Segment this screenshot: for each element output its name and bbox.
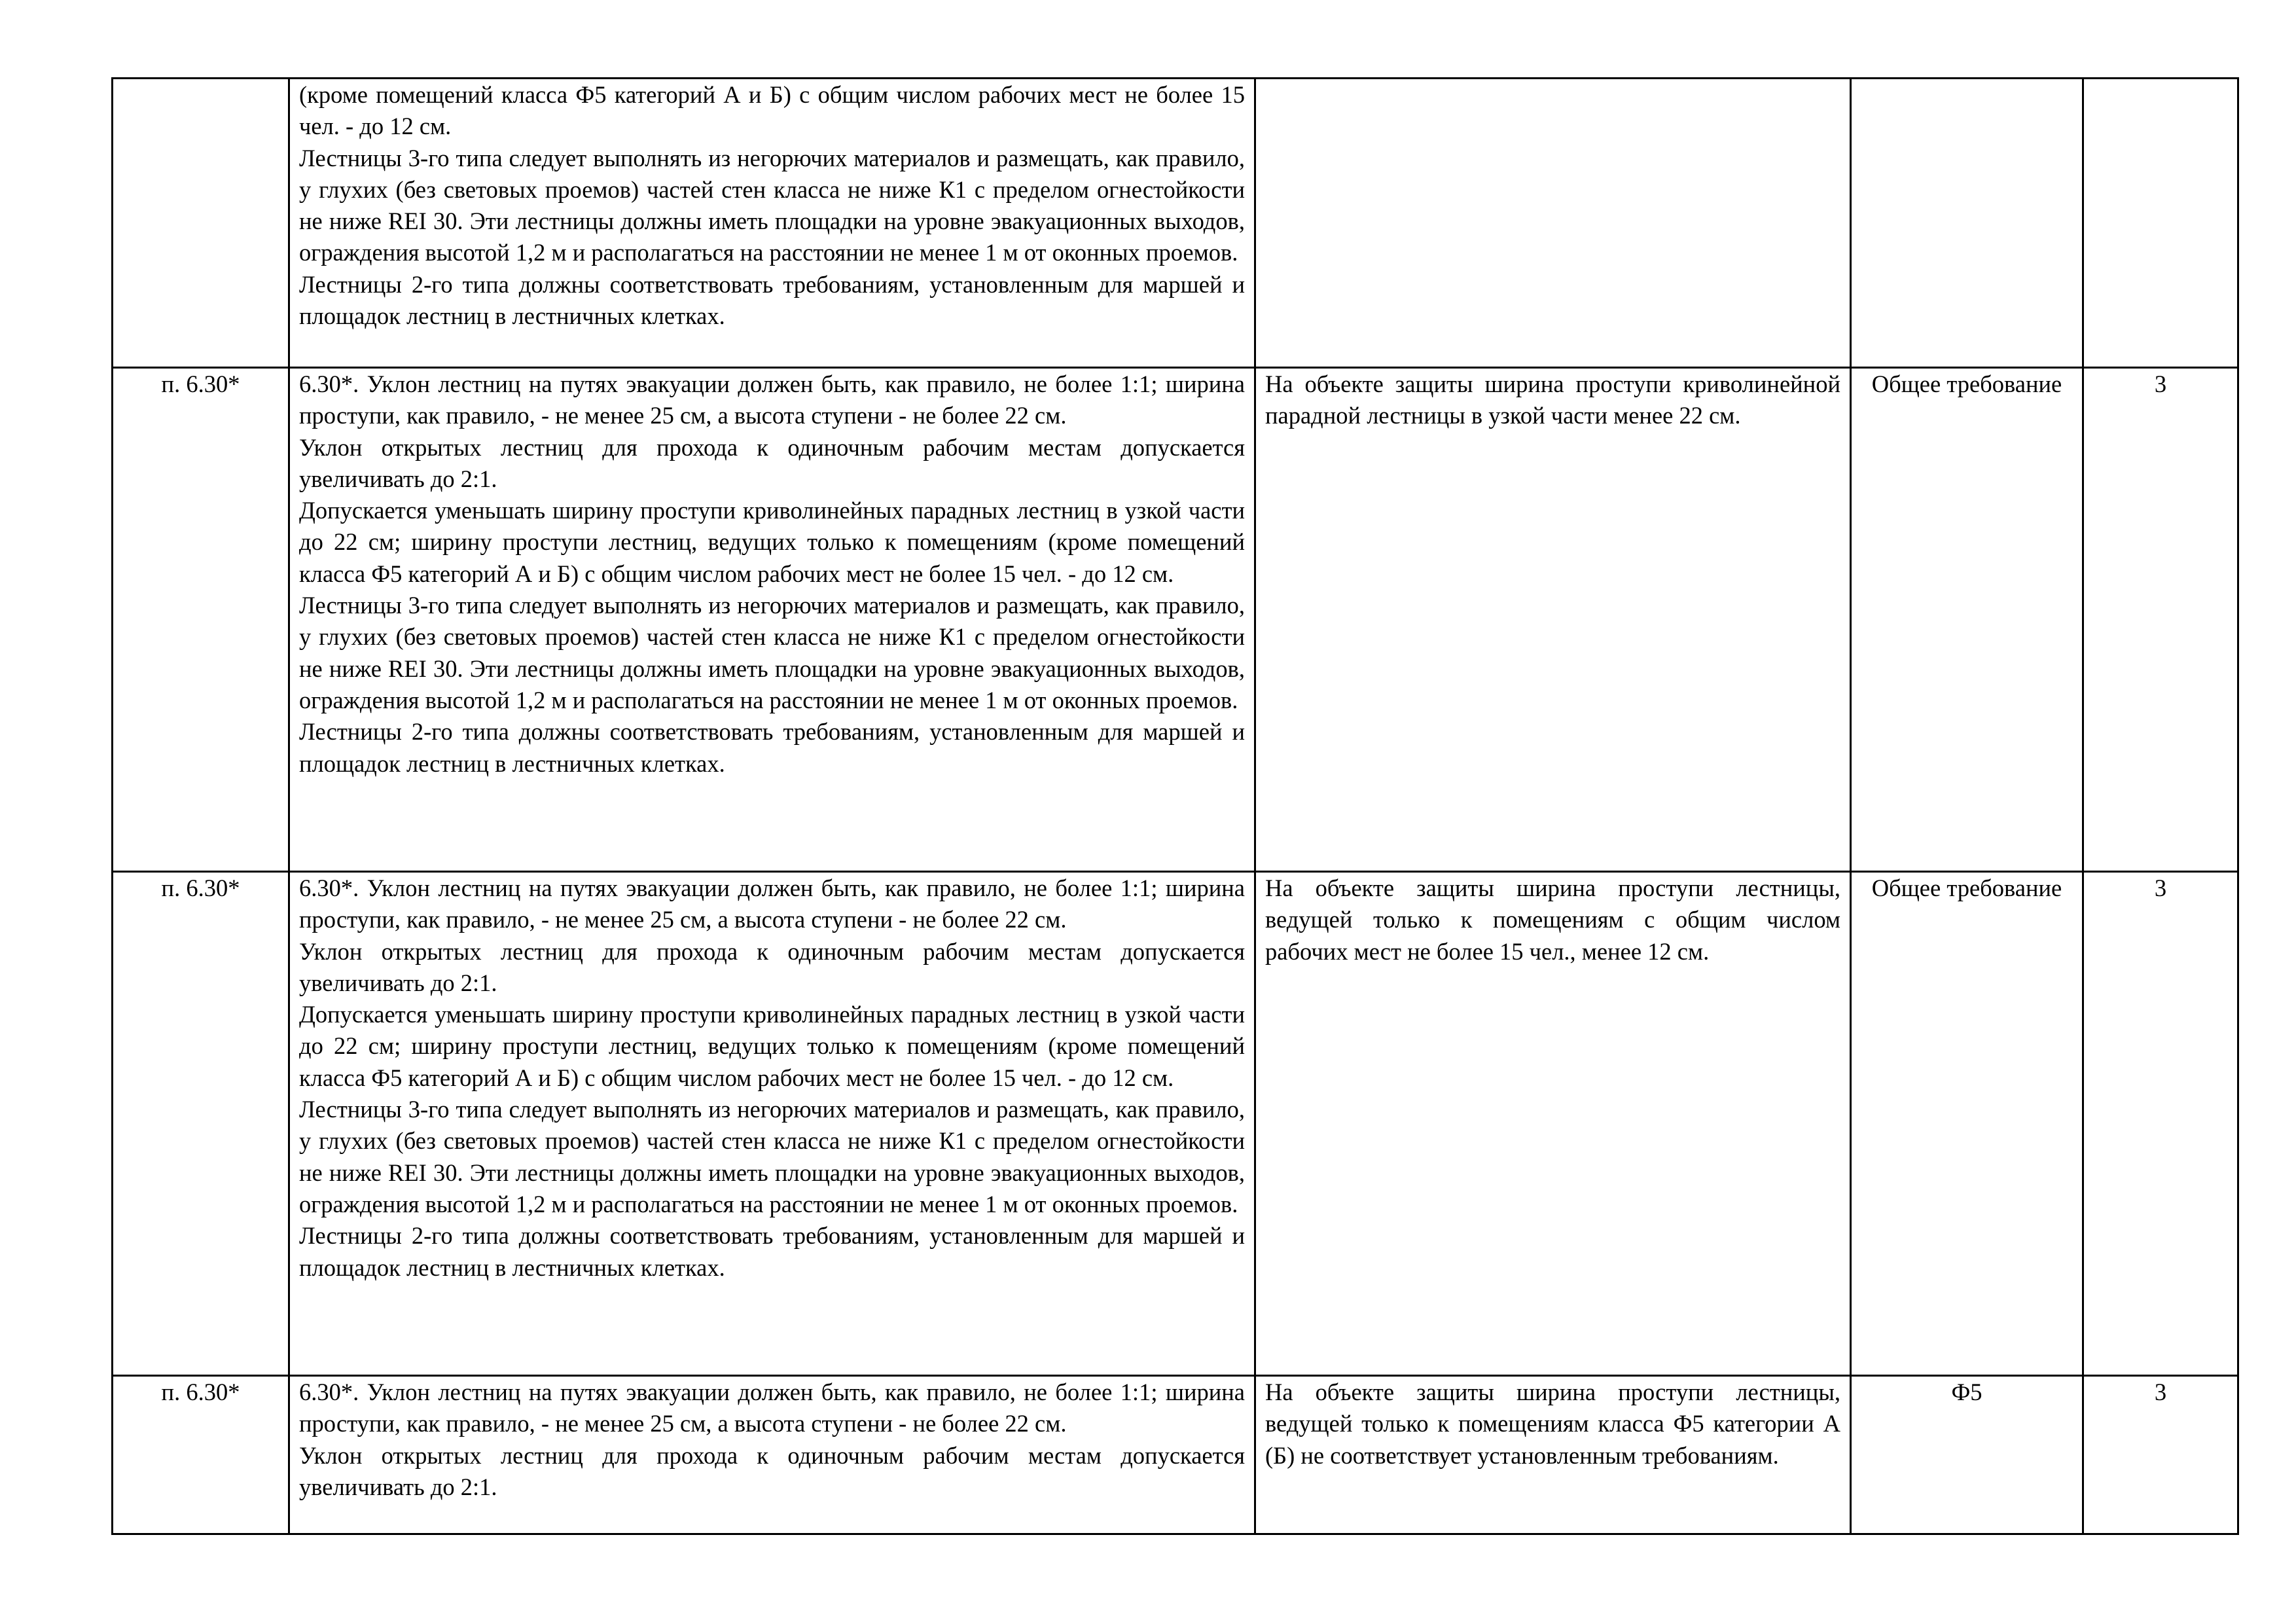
requirement-paragraph: Уклон открытых лестниц для прохода к одиночным рабочим местам допускается увеличивать до 2:1.	[299, 1441, 1245, 1500]
requirement-paragraph: 6.30*. Уклон лестниц на путях эвакуации должен быть, как правило, не более 1:1; ширина проступи, как правило, - не менее 25 см, а высота ступени - не более 22 см.	[299, 370, 1245, 429]
violation-description-cell	[1255, 1376, 1851, 1534]
applicability-cell: Общее требование	[1851, 368, 2083, 872]
article-number-cell: 3	[2083, 368, 2238, 872]
requirement-text-cell	[289, 872, 1255, 1376]
requirement-paragraph: Лестницы 3-го типа следует выполнять из негорючих материалов и размещать, как правило, у глухих (без световых проемов) частей стен класса не ниже К1 с пределом огнестойкости не ниже REI 30. Эти лестницы должны иметь площадки на уровне эвакуационных выходов, ограждения высотой 1,2 м и располагаться на расстоянии не менее 1 м от оконных проемов.	[299, 1096, 1245, 1218]
violation-description-cell	[1255, 79, 1851, 368]
requirement-text-cell	[289, 1376, 1255, 1534]
violation-description-cell	[1255, 368, 1851, 872]
requirement-paragraph: 6.30*. Уклон лестниц на путях эвакуации должен быть, как правило, не более 1:1; ширина проступи, как правило, - не менее 25 см, а высота ступени - не более 22 см.	[299, 1379, 1245, 1437]
requirement-paragraph: Лестницы 2-го типа должны соответствовать требованиям, установленным для маршей и площадок лестниц в лестничных клетках.	[299, 1222, 1245, 1281]
requirement-paragraph: 6.30*. Уклон лестниц на путях эвакуации должен быть, как правило, не более 1:1; ширина проступи, как правило, - не менее 25 см, а высота ступени - не более 22 см.	[299, 875, 1245, 933]
article-number-cell: 3	[2083, 1376, 2238, 1534]
applicability-cell	[1851, 79, 2083, 368]
article-number-cell	[2083, 79, 2238, 368]
applicability-cell: Общее требование	[1851, 872, 2083, 1376]
table-row	[113, 872, 2238, 1376]
requirement-paragraph: Уклон открытых лестниц для прохода к одиночным рабочим местам допускается увеличивать до 2:1.	[299, 937, 1245, 996]
clause-reference-cell: п. 6.30*	[113, 368, 289, 872]
requirement-text-cell	[289, 368, 1255, 872]
requirement-paragraph: Лестницы 3-го типа следует выполнять из негорючих материалов и размещать, как правило, у глухих (без световых проемов) частей стен класса не ниже К1 с пределом огнестойкости не ниже REI 30. Эти лестницы должны иметь площадки на уровне эвакуационных выходов, ограждения высотой 1,2 м и располагаться на расстоянии не менее 1 м от оконных проемов.	[299, 592, 1245, 713]
requirement-paragraph: Допускается уменьшать ширину проступи криволинейных парадных лестниц в узкой части до 22 см; ширину проступи лестниц, ведущих только к помещениям (кроме помещений класса Ф5 категорий А и Б) с общим числом рабочих мест не более 15 чел. - до 12 см.	[299, 1001, 1245, 1091]
requirement-paragraph: Лестницы 2-го типа должны соответствовать требованиям, установленным для маршей и площадок лестниц в лестничных клетках.	[299, 718, 1245, 777]
table-row	[113, 368, 2238, 872]
clause-reference-cell	[113, 79, 289, 368]
violation-text: На объекте защиты ширина проступи лестницы, ведущей только к помещениям класса Ф5 категории А (Б) не соответствует установленным требованиям.	[1265, 1379, 1840, 1469]
article-number-cell: 3	[2083, 872, 2238, 1376]
requirement-paragraph: Уклон открытых лестниц для прохода к одиночным рабочим местам допускается увеличивать до 2:1.	[299, 433, 1245, 492]
clause-reference-cell: п. 6.30*	[113, 872, 289, 1376]
violation-description-cell	[1255, 872, 1851, 1376]
requirement-paragraph: Допускается уменьшать ширину проступи криволинейных парадных лестниц в узкой части до 22 см; ширину проступи лестниц, ведущих только к помещениям (кроме помещений класса Ф5 категорий А и Б) с общим числом рабочих мест не более 15 чел. - до 12 см.	[299, 497, 1245, 587]
violation-text: На объекте защиты ширина проступи криволинейной парадной лестницы в узкой части менее 22 см.	[1265, 370, 1840, 429]
requirement-paragraph: Лестницы 3-го типа следует выполнять из негорючих материалов и размещать, как правило, у глухих (без световых проемов) частей стен класса не ниже К1 с пределом огнестойкости не ниже REI 30. Эти лестницы должны иметь площадки на уровне эвакуационных выходов, ограждения высотой 1,2 м и располагаться на расстоянии не менее 1 м от оконных проемов.	[299, 144, 1245, 266]
table-row	[113, 1376, 2238, 1534]
requirements-table	[111, 77, 2239, 1535]
table-row	[113, 79, 2238, 368]
requirement-text-cell	[289, 79, 1255, 368]
clause-reference-cell: п. 6.30*	[113, 1376, 289, 1534]
applicability-cell: Ф5	[1851, 1376, 2083, 1534]
requirement-paragraph: (кроме помещений класса Ф5 категорий А и Б) с общим числом рабочих мест не более 15 чел. - до 12 см.	[299, 81, 1245, 140]
violation-text: На объекте защиты ширина проступи лестницы, ведущей только к помещениям с общим числом рабочих мест не более 15 чел., менее 12 см.	[1265, 875, 1840, 965]
requirement-paragraph: Лестницы 2-го типа должны соответствовать требованиям, установленным для маршей и площадок лестниц в лестничных клетках.	[299, 270, 1245, 330]
